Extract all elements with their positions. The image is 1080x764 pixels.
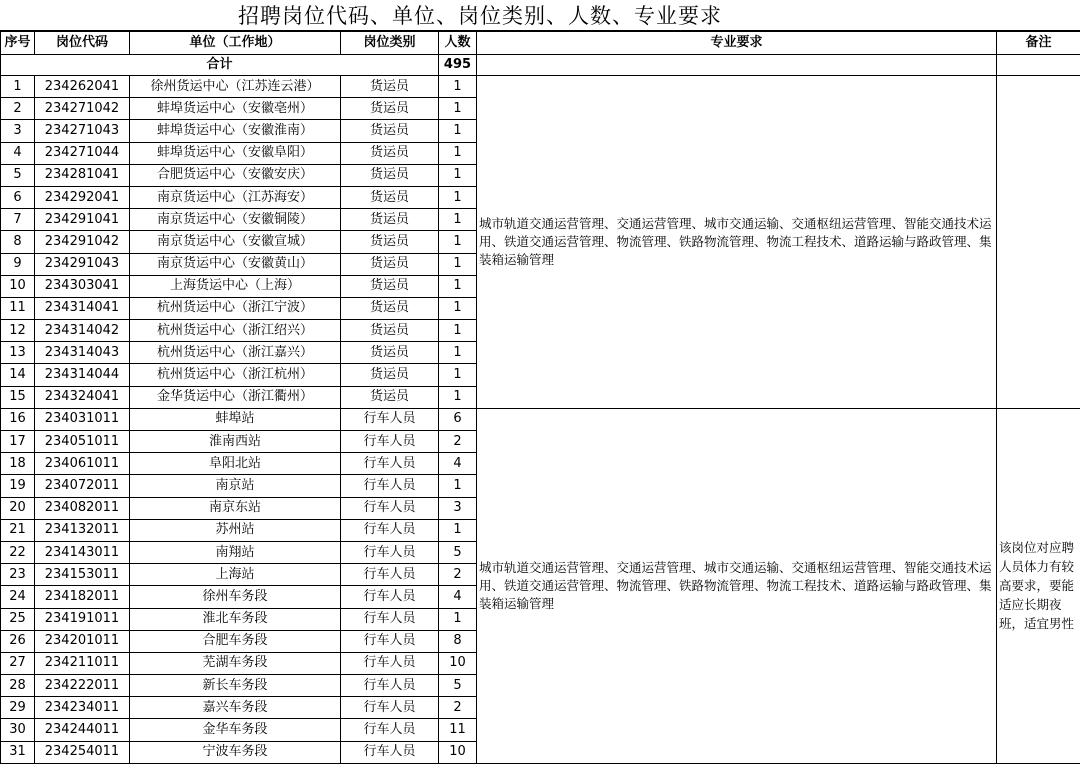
- cell-count: 2: [439, 564, 477, 586]
- cell-unit: 新长车务段: [130, 675, 341, 697]
- cell-no: 21: [1, 519, 35, 541]
- note-cell: 该岗位对应聘人员体力有较高要求，要能适应长期夜班，适宜男性: [997, 408, 1080, 763]
- cell-unit: 杭州货运中心（浙江绍兴）: [130, 320, 341, 342]
- cell-unit: 蚌埠货运中心（安徽阜阳）: [130, 142, 341, 164]
- header-category: 岗位类别: [341, 32, 439, 55]
- cell-no: 17: [1, 431, 35, 453]
- cell-unit: 合肥货运中心（安徽安庆）: [130, 164, 341, 186]
- cell-count: 1: [439, 608, 477, 630]
- cell-no: 9: [1, 253, 35, 275]
- cell-code: 234254011: [35, 741, 130, 763]
- cell-no: 4: [1, 142, 35, 164]
- cell-category: 行车人员: [341, 652, 439, 674]
- cell-category: 行车人员: [341, 741, 439, 763]
- cell-unit: 苏州站: [130, 519, 341, 541]
- cell-code: 234182011: [35, 586, 130, 608]
- cell-category: 行车人员: [341, 586, 439, 608]
- cell-unit: 淮南西站: [130, 431, 341, 453]
- cell-unit: 芜湖车务段: [130, 652, 341, 674]
- cell-code: 234271043: [35, 120, 130, 142]
- cell-no: 24: [1, 586, 35, 608]
- cell-count: 1: [439, 231, 477, 253]
- cell-count: 1: [439, 320, 477, 342]
- cell-no: 18: [1, 453, 35, 475]
- cell-code: 234132011: [35, 519, 130, 541]
- cell-no: 3: [1, 120, 35, 142]
- cell-code: 234314042: [35, 320, 130, 342]
- cell-no: 14: [1, 364, 35, 386]
- cell-category: 货运员: [341, 186, 439, 208]
- cell-category: 行车人员: [341, 475, 439, 497]
- cell-count: 4: [439, 586, 477, 608]
- cell-no: 27: [1, 652, 35, 674]
- total-row: [1, 55, 1080, 76]
- cell-no: 10: [1, 275, 35, 297]
- cell-code: 234291043: [35, 253, 130, 275]
- cell-unit: 南京货运中心（安徽黄山）: [130, 253, 341, 275]
- header-code: 岗位代码: [35, 32, 130, 55]
- total-requirement-empty: [477, 55, 997, 76]
- cell-count: 11: [439, 719, 477, 741]
- total-count: 495: [439, 55, 477, 76]
- cell-no: 12: [1, 320, 35, 342]
- cell-unit: 淮北车务段: [130, 608, 341, 630]
- cell-unit: 南京站: [130, 475, 341, 497]
- cell-unit: 嘉兴车务段: [130, 697, 341, 719]
- cell-no: 20: [1, 497, 35, 519]
- cell-code: 234281041: [35, 164, 130, 186]
- cell-no: 13: [1, 342, 35, 364]
- cell-no: 31: [1, 741, 35, 763]
- header-note: 备注: [997, 32, 1080, 55]
- header-row: [1, 32, 1080, 55]
- cell-unit: 阜阳北站: [130, 453, 341, 475]
- cell-code: 234271044: [35, 142, 130, 164]
- cell-category: 货运员: [341, 209, 439, 231]
- cell-no: 22: [1, 541, 35, 563]
- cell-category: 货运员: [341, 386, 439, 408]
- header-requirement: 专业要求: [477, 32, 997, 55]
- cell-count: 4: [439, 453, 477, 475]
- cell-category: 行车人员: [341, 453, 439, 475]
- note-cell: [997, 76, 1080, 409]
- cell-code: 234262041: [35, 76, 130, 98]
- cell-count: 1: [439, 186, 477, 208]
- cell-category: 货运员: [341, 142, 439, 164]
- cell-unit: 金华车务段: [130, 719, 341, 741]
- cell-count: 6: [439, 408, 477, 430]
- cell-count: 3: [439, 497, 477, 519]
- cell-category: 货运员: [341, 164, 439, 186]
- cell-code: 234314041: [35, 297, 130, 319]
- cell-unit: 杭州货运中心（浙江宁波）: [130, 297, 341, 319]
- header-no: 序号: [1, 32, 35, 55]
- cell-unit: 金华货运中心（浙江衢州）: [130, 386, 341, 408]
- cell-category: 货运员: [341, 253, 439, 275]
- cell-code: 234143011: [35, 541, 130, 563]
- cell-unit: 杭州货运中心（浙江杭州）: [130, 364, 341, 386]
- table-row: [1, 76, 1080, 98]
- cell-unit: 上海货运中心（上海）: [130, 275, 341, 297]
- cell-code: 234271042: [35, 98, 130, 120]
- cell-count: 1: [439, 253, 477, 275]
- cell-count: 1: [439, 120, 477, 142]
- cell-category: 货运员: [341, 364, 439, 386]
- cell-code: 234211011: [35, 652, 130, 674]
- cell-category: 货运员: [341, 120, 439, 142]
- cell-count: 2: [439, 697, 477, 719]
- cell-no: 30: [1, 719, 35, 741]
- cell-category: 行车人员: [341, 630, 439, 652]
- cell-count: 8: [439, 630, 477, 652]
- cell-unit: 南京货运中心（安徽宣城）: [130, 231, 341, 253]
- cell-category: 货运员: [341, 275, 439, 297]
- cell-no: 19: [1, 475, 35, 497]
- page-title: 招聘岗位代码、单位、岗位类别、人数、专业要求: [0, 0, 1080, 31]
- cell-unit: 宁波车务段: [130, 741, 341, 763]
- cell-count: 5: [439, 541, 477, 563]
- cell-code: 234244011: [35, 719, 130, 741]
- cell-count: 1: [439, 275, 477, 297]
- cell-count: 1: [439, 76, 477, 98]
- cell-no: 26: [1, 630, 35, 652]
- cell-no: 8: [1, 231, 35, 253]
- cell-code: 234191011: [35, 608, 130, 630]
- cell-count: 10: [439, 741, 477, 763]
- cell-unit: 杭州货运中心（浙江嘉兴）: [130, 342, 341, 364]
- cell-count: 1: [439, 475, 477, 497]
- cell-count: 5: [439, 675, 477, 697]
- cell-category: 行车人员: [341, 719, 439, 741]
- cell-category: 货运员: [341, 76, 439, 98]
- cell-unit: 徐州车务段: [130, 586, 341, 608]
- cell-count: 2: [439, 431, 477, 453]
- total-note-empty: [997, 55, 1080, 76]
- cell-category: 行车人员: [341, 497, 439, 519]
- cell-no: 25: [1, 608, 35, 630]
- cell-unit: 南京货运中心（江苏海安）: [130, 186, 341, 208]
- cell-category: 行车人员: [341, 431, 439, 453]
- cell-count: 1: [439, 519, 477, 541]
- cell-count: 1: [439, 386, 477, 408]
- cell-unit: 蚌埠站: [130, 408, 341, 430]
- cell-code: 234314044: [35, 364, 130, 386]
- cell-no: 16: [1, 408, 35, 430]
- table-row: [1, 408, 1080, 430]
- cell-category: 行车人员: [341, 519, 439, 541]
- cell-code: 234234011: [35, 697, 130, 719]
- cell-no: 5: [1, 164, 35, 186]
- cell-count: 1: [439, 98, 477, 120]
- header-unit: 单位（工作地）: [130, 32, 341, 55]
- cell-unit: 徐州货运中心（江苏连云港）: [130, 76, 341, 98]
- cell-category: 货运员: [341, 320, 439, 342]
- total-label: 合计: [1, 55, 439, 76]
- cell-category: 行车人员: [341, 608, 439, 630]
- cell-no: 15: [1, 386, 35, 408]
- cell-category: 行车人员: [341, 541, 439, 563]
- cell-unit: 合肥车务段: [130, 630, 341, 652]
- cell-code: 234292041: [35, 186, 130, 208]
- cell-no: 11: [1, 297, 35, 319]
- cell-category: 行车人员: [341, 564, 439, 586]
- cell-unit: 南京货运中心（安徽铜陵）: [130, 209, 341, 231]
- cell-no: 7: [1, 209, 35, 231]
- cell-unit: 南京东站: [130, 497, 341, 519]
- requirement-cell: 城市轨道交通运营管理、交通运营管理、城市交通运输、交通枢纽运营管理、智能交通技术运用、铁道交通运营管理、物流管理、铁路物流管理、物流工程技术、道路运输与路政管理、集装箱运输管理: [477, 408, 997, 763]
- cell-code: 234082011: [35, 497, 130, 519]
- requirement-cell: 城市轨道交通运营管理、交通运营管理、城市交通运输、交通枢纽运营管理、智能交通技术运用、铁道交通运营管理、物流管理、铁路物流管理、物流工程技术、道路运输与路政管理、集装箱运输管理: [477, 76, 997, 409]
- cell-code: 234201011: [35, 630, 130, 652]
- cell-code: 234291042: [35, 231, 130, 253]
- cell-no: 23: [1, 564, 35, 586]
- cell-code: 234072011: [35, 475, 130, 497]
- cell-code: 234314043: [35, 342, 130, 364]
- cell-category: 货运员: [341, 231, 439, 253]
- cell-code: 234051011: [35, 431, 130, 453]
- cell-no: 29: [1, 697, 35, 719]
- cell-code: 234153011: [35, 564, 130, 586]
- cell-no: 2: [1, 98, 35, 120]
- cell-unit: 蚌埠货运中心（安徽亳州）: [130, 98, 341, 120]
- cell-code: 234031011: [35, 408, 130, 430]
- cell-count: 1: [439, 209, 477, 231]
- cell-category: 行车人员: [341, 408, 439, 430]
- cell-category: 行车人员: [341, 675, 439, 697]
- cell-code: 234324041: [35, 386, 130, 408]
- cell-code: 234222011: [35, 675, 130, 697]
- recruitment-table: [0, 31, 1080, 764]
- cell-count: 1: [439, 342, 477, 364]
- cell-count: 10: [439, 652, 477, 674]
- cell-no: 1: [1, 76, 35, 98]
- cell-category: 货运员: [341, 342, 439, 364]
- cell-count: 1: [439, 142, 477, 164]
- cell-unit: 南翔站: [130, 541, 341, 563]
- cell-count: 1: [439, 364, 477, 386]
- cell-no: 6: [1, 186, 35, 208]
- cell-category: 货运员: [341, 297, 439, 319]
- cell-code: 234291041: [35, 209, 130, 231]
- cell-unit: 上海站: [130, 564, 341, 586]
- cell-unit: 蚌埠货运中心（安徽淮南）: [130, 120, 341, 142]
- cell-count: 1: [439, 164, 477, 186]
- cell-code: 234061011: [35, 453, 130, 475]
- cell-category: 行车人员: [341, 697, 439, 719]
- cell-count: 1: [439, 297, 477, 319]
- header-count: 人数: [439, 32, 477, 55]
- cell-no: 28: [1, 675, 35, 697]
- cell-category: 货运员: [341, 98, 439, 120]
- cell-code: 234303041: [35, 275, 130, 297]
